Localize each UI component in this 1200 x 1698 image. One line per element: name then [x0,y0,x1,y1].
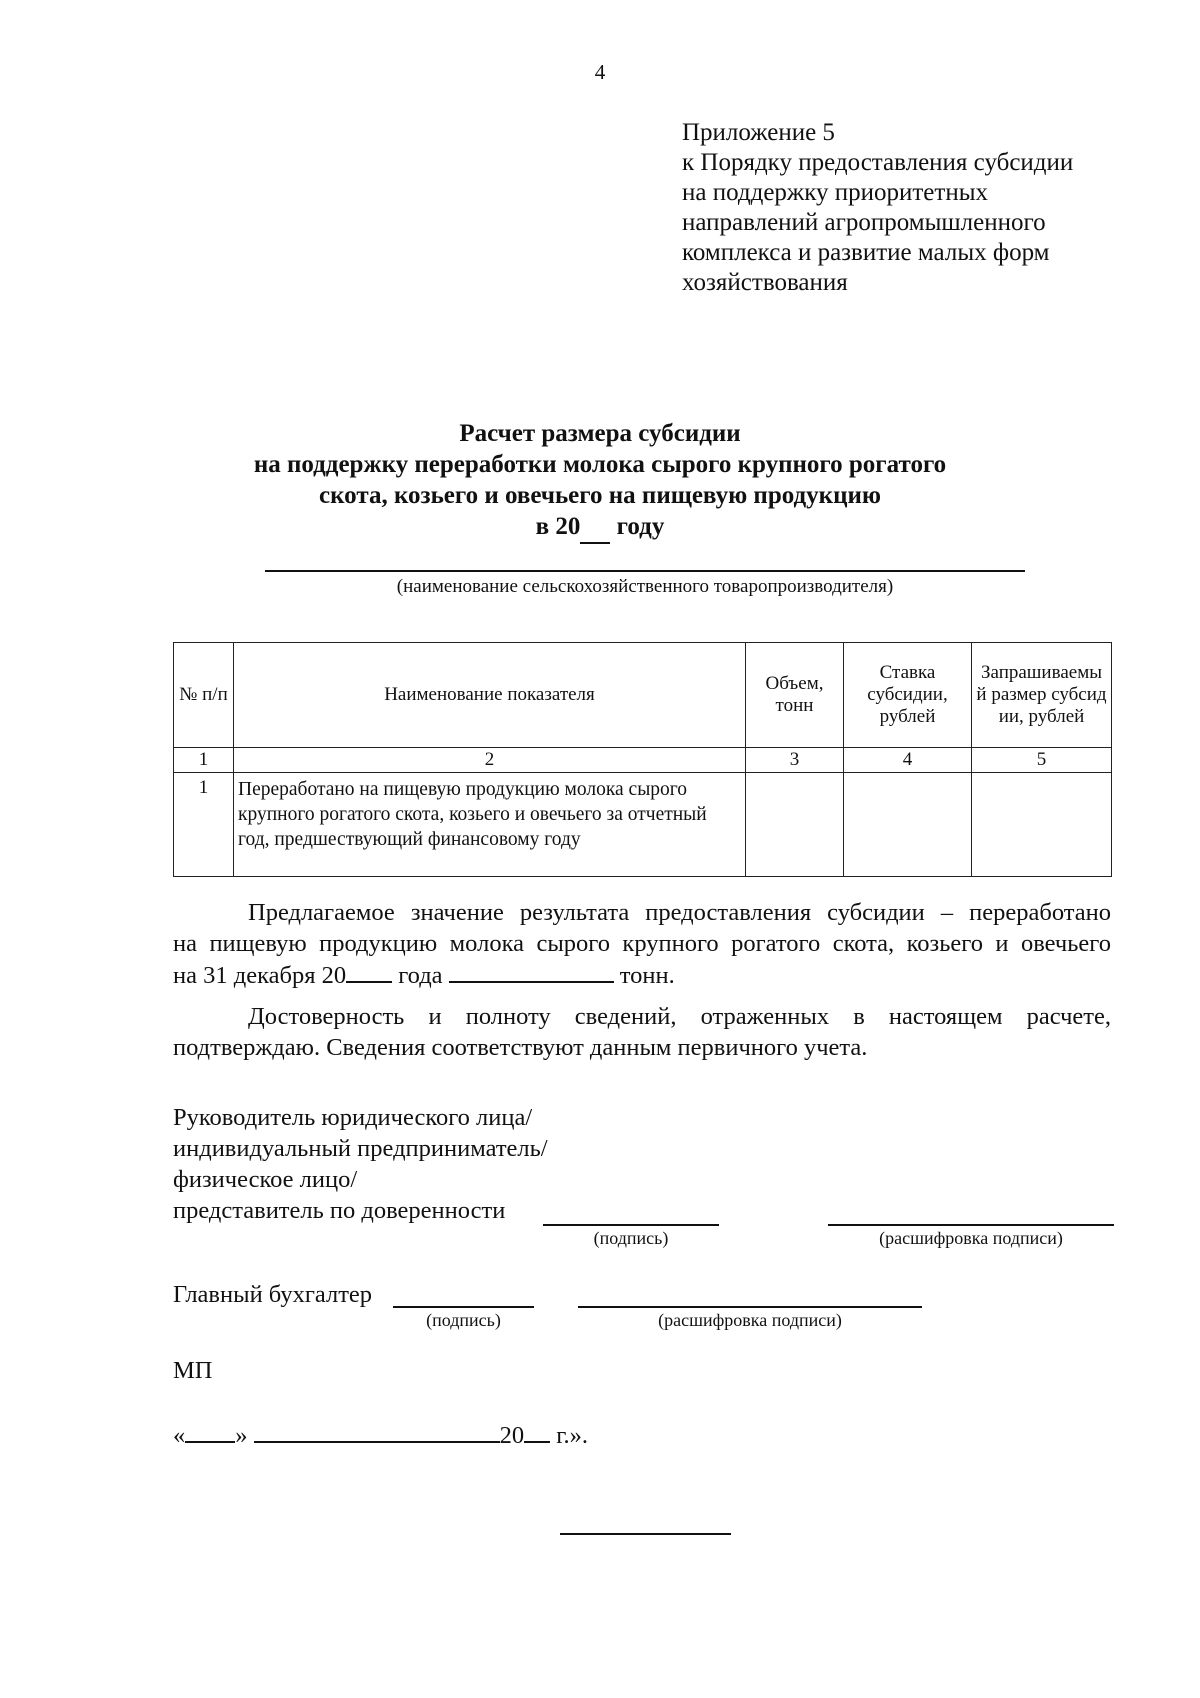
row-requested-cell[interactable] [972,773,1112,877]
stamp-label: МП [173,1357,213,1384]
result-line-3 [173,959,1111,991]
calculation-table [173,642,1112,877]
title-year-line [0,511,1200,544]
year-blank [580,511,610,544]
head-signature-labels [173,1102,548,1226]
appendix-line: комплекса и развитие малых форм [682,239,1050,266]
column-number: 5 [972,748,1112,773]
title-line: скота, козьего и овечьего на пищевую продукцию [319,482,881,509]
head-decoding-caption: (расшифровка подписи) [879,1228,1063,1248]
row-name: Переработано на пищевую продукцию молока сырого крупного рогатого скота, козьего и овечьего за отчетный год, предшествующий финансовому году [234,773,746,877]
head-role-line: представитель по доверенности [173,1197,506,1224]
year-blank[interactable] [524,1419,550,1443]
table-row [174,773,1112,877]
appendix-line: хозяйствования [682,269,848,296]
month-blank[interactable] [254,1419,500,1443]
head-signature-line[interactable] [543,1224,719,1226]
producer-name-line [265,570,1025,572]
column-number: 3 [746,748,844,773]
header-requested: Запрашиваемый размер субсидии, рублей [972,643,1112,748]
table-header-row [174,643,1112,748]
date-year-suffix: г.». [550,1422,589,1449]
head-signature-caption: (подпись) [593,1228,669,1248]
header-name: Наименование показателя [234,643,746,748]
head-role-line: физическое лицо/ [173,1166,358,1193]
date-close-quote: » [235,1422,248,1449]
appendix-line: на поддержку приоритетных [682,179,988,206]
date-year-prefix: 20 [499,1422,525,1449]
appendix-header [682,118,1073,298]
tonnage-blank[interactable] [449,959,614,983]
row-volume-cell[interactable] [746,773,844,877]
column-number: 1 [174,748,234,773]
head-role-line: индивидуальный предприниматель/ [173,1135,548,1162]
year-blank[interactable] [346,959,392,983]
head-decoding-line[interactable] [828,1224,1114,1226]
accountant-signature-line[interactable] [393,1306,534,1308]
title-line: на поддержку переработки молока сырого крупного рогатого [253,451,947,478]
result-date-prefix: на 31 декабря 20 [173,962,347,989]
column-number: 2 [234,748,746,773]
appendix-line: Приложение 5 [682,119,835,146]
confirm-paragraph [173,1001,1111,1063]
day-blank[interactable] [185,1419,235,1443]
accountant-decoding-line[interactable] [578,1306,922,1308]
header-num: № п/п [174,643,234,748]
appendix-line: к Порядку предоставления субсидии [682,149,1074,176]
page-number: 4 [594,60,606,84]
title-year-suffix: году [610,513,665,540]
appendix-line: направлений агропромышленного [682,209,1046,236]
result-line: Предлагаемое значение результата предоставления субсидии – переработано [248,899,1111,926]
accountant-label: Главный бухгалтер [173,1281,373,1308]
date-open-quote: « [173,1422,186,1449]
date-line [173,1419,588,1451]
column-number: 4 [844,748,972,773]
column-number-row [174,748,1112,773]
header-volume: Объем, тонн [746,643,844,748]
accountant-decoding-caption: (расшифровка подписи) [658,1310,842,1330]
confirm-line: подтверждаю. Сведения соответствуют данным первичного учета. [173,1034,868,1061]
title-line: Расчет размера субсидии [459,420,741,447]
result-paragraph [173,897,1111,991]
document-title [0,418,1200,544]
row-num: 1 [174,773,234,877]
header-rate: Ставка субсидии, рублей [844,643,972,748]
confirm-line: Достоверность и полноту сведений, отраженных в настоящем расчете, [248,1003,1111,1030]
result-tonnes-word: тонн. [613,962,675,989]
result-line: на пищевую продукцию молока сырого крупного рогатого скота, козьего и овечьего [173,930,1111,957]
end-separator-line [560,1533,731,1535]
row-rate-cell[interactable] [844,773,972,877]
title-year-prefix: в 20 [535,513,581,540]
head-role-line: Руководитель юридического лица/ [173,1104,533,1131]
producer-caption: (наименование сельскохозяйственного товаропроизводителя) [396,576,894,597]
accountant-signature-caption: (подпись) [426,1310,501,1330]
result-year-word: года [392,962,449,989]
